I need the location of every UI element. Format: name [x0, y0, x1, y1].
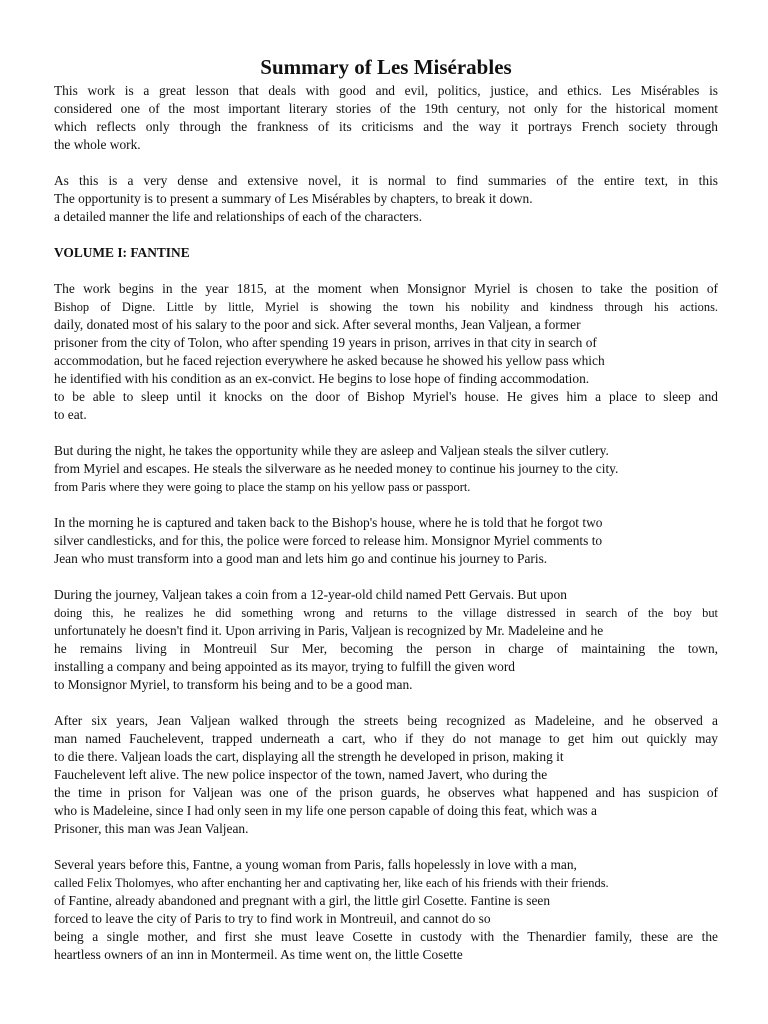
text-line: As this is a very dense and extensive novel, it is normal to find summaries of the entire text, in this — [54, 173, 718, 188]
paragraph — [54, 586, 718, 694]
text-line: to Monsignor Myriel, to transform his being and to be a good man. — [54, 677, 413, 692]
text-line: a detailed manner the life and relationships of each of the characters. — [54, 209, 423, 224]
text-line: he remains living in Montreuil Sur Mer, becoming the person in charge of maintaining the town, — [54, 641, 718, 656]
text-line: to die there. Valjean loads the cart, displaying all the strength he developed in prison, making it — [54, 749, 564, 764]
paragraph — [54, 856, 718, 964]
text-line: The opportunity is to present a summary of Les Misérables by chapters, to break it down. — [54, 191, 533, 206]
text-line: he identified with his condition as an ex-convict. He begins to lose hope of finding accommodation. — [54, 371, 590, 386]
text-line: doing this, he realizes he did something wrong and returns to the village distressed in search of the boy but — [54, 606, 718, 620]
text-line: prisoner from the city of Tolon, who after spending 19 years in prison, arrives in that city in search of — [54, 335, 597, 350]
paragraph — [54, 280, 718, 424]
section-heading — [54, 244, 718, 262]
text-line: Jean who must transform into a good man and lets him go and continue his journey to Paris. — [54, 551, 548, 566]
text-line: This work is a great lesson that deals with good and evil, politics, justice, and ethics. Les Misérables is — [54, 83, 718, 98]
text-line: silver candlesticks, and for this, the police were forced to release him. Monsignor Myriel comments to — [54, 533, 603, 548]
text-line: of Fantine, already abandoned and pregnant with a girl, the little girl Cosette. Fantine is seen — [54, 893, 551, 908]
document-body — [54, 82, 718, 964]
text-line: being a single mother, and first she must leave Cosette in custody with the Thenardier family, these are the — [54, 929, 718, 944]
text-line: heartless owners of an inn in Montermeil. As time went on, the little Cosette — [54, 947, 463, 962]
paragraph — [54, 442, 718, 496]
text-line: The work begins in the year 1815, at the moment when Monsignor Myriel is chosen to take the position of — [54, 281, 718, 296]
text-line: But during the night, he takes the opportunity while they are asleep and Valjean steals the silver cutlery. — [54, 443, 609, 458]
text-line: the time in prison for Valjean was one of the prison guards, he observes what happened and has suspicion of — [54, 785, 718, 800]
text-line: unfortunately he doesn't find it. Upon arriving in Paris, Valjean is recognized by Mr. Madeleine and he — [54, 623, 604, 638]
text-line: from Paris where they were going to place the stamp on his yellow pass or passport. — [54, 480, 471, 494]
text-line: After six years, Jean Valjean walked through the streets being recognized as Madeleine, and he observed a — [54, 713, 718, 728]
text-line: Fauchelevent left alive. The new police inspector of the town, named Javert, who during the — [54, 767, 548, 782]
document-title: Summary of Les Misérables — [260, 55, 512, 79]
text-line: from Myriel and escapes. He steals the silverware as he needed money to continue his journey to the city. — [54, 461, 619, 476]
text-line: accommodation, but he faced rejection everywhere he asked because he showed his yellow pass which — [54, 353, 605, 368]
paragraph — [54, 82, 718, 154]
paragraph — [54, 514, 718, 568]
text-line: Several years before this, Fantne, a young woman from Paris, falls hopelessly in love with a man, — [54, 857, 577, 872]
text-line: VOLUME I: FANTINE — [54, 245, 190, 260]
text-line: In the morning he is captured and taken back to the Bishop's house, where he is told that he forgot two — [54, 515, 603, 530]
text-line: During the journey, Valjean takes a coin from a 12-year-old child named Pett Gervais. But upon — [54, 587, 567, 602]
text-line: man named Fauchelevent, trapped underneath a cart, who if they do not manage to get him out quickly may — [54, 731, 718, 746]
paragraph — [54, 712, 718, 838]
text-line: who is Madeleine, since I had only seen in my life one person capable of doing this feat, which was a — [54, 803, 597, 818]
text-line: considered one of the most important literary stories of the 19th century, not only for the historical moment — [54, 101, 718, 116]
text-line: installing a company and being appointed as its mayor, trying to fulfill the given word — [54, 659, 515, 674]
text-line: to be able to sleep until it knocks on the door of Bishop Myriel's house. He gives him a place to sleep and — [54, 389, 718, 404]
text-line: called Felix Tholomyes, who after enchanting her and captivating her, like each of his friends with their friends. — [54, 876, 609, 890]
text-line: forced to leave the city of Paris to try to find work in Montreuil, and cannot do so — [54, 911, 491, 926]
text-line: to eat. — [54, 407, 87, 422]
text-line: daily, donated most of his salary to the poor and sick. After several months, Jean Valjean, a former — [54, 317, 581, 332]
paragraph — [54, 172, 718, 226]
text-line: the whole work. — [54, 137, 141, 152]
text-line: which reflects only through the frankness of its criticisms and the way it portrays French society through — [54, 119, 718, 134]
text-line: Bishop of Digne. Little by little, Myriel is showing the town his nobility and kindness through his actions. — [54, 300, 718, 314]
text-line: Prisoner, this man was Jean Valjean. — [54, 821, 249, 836]
